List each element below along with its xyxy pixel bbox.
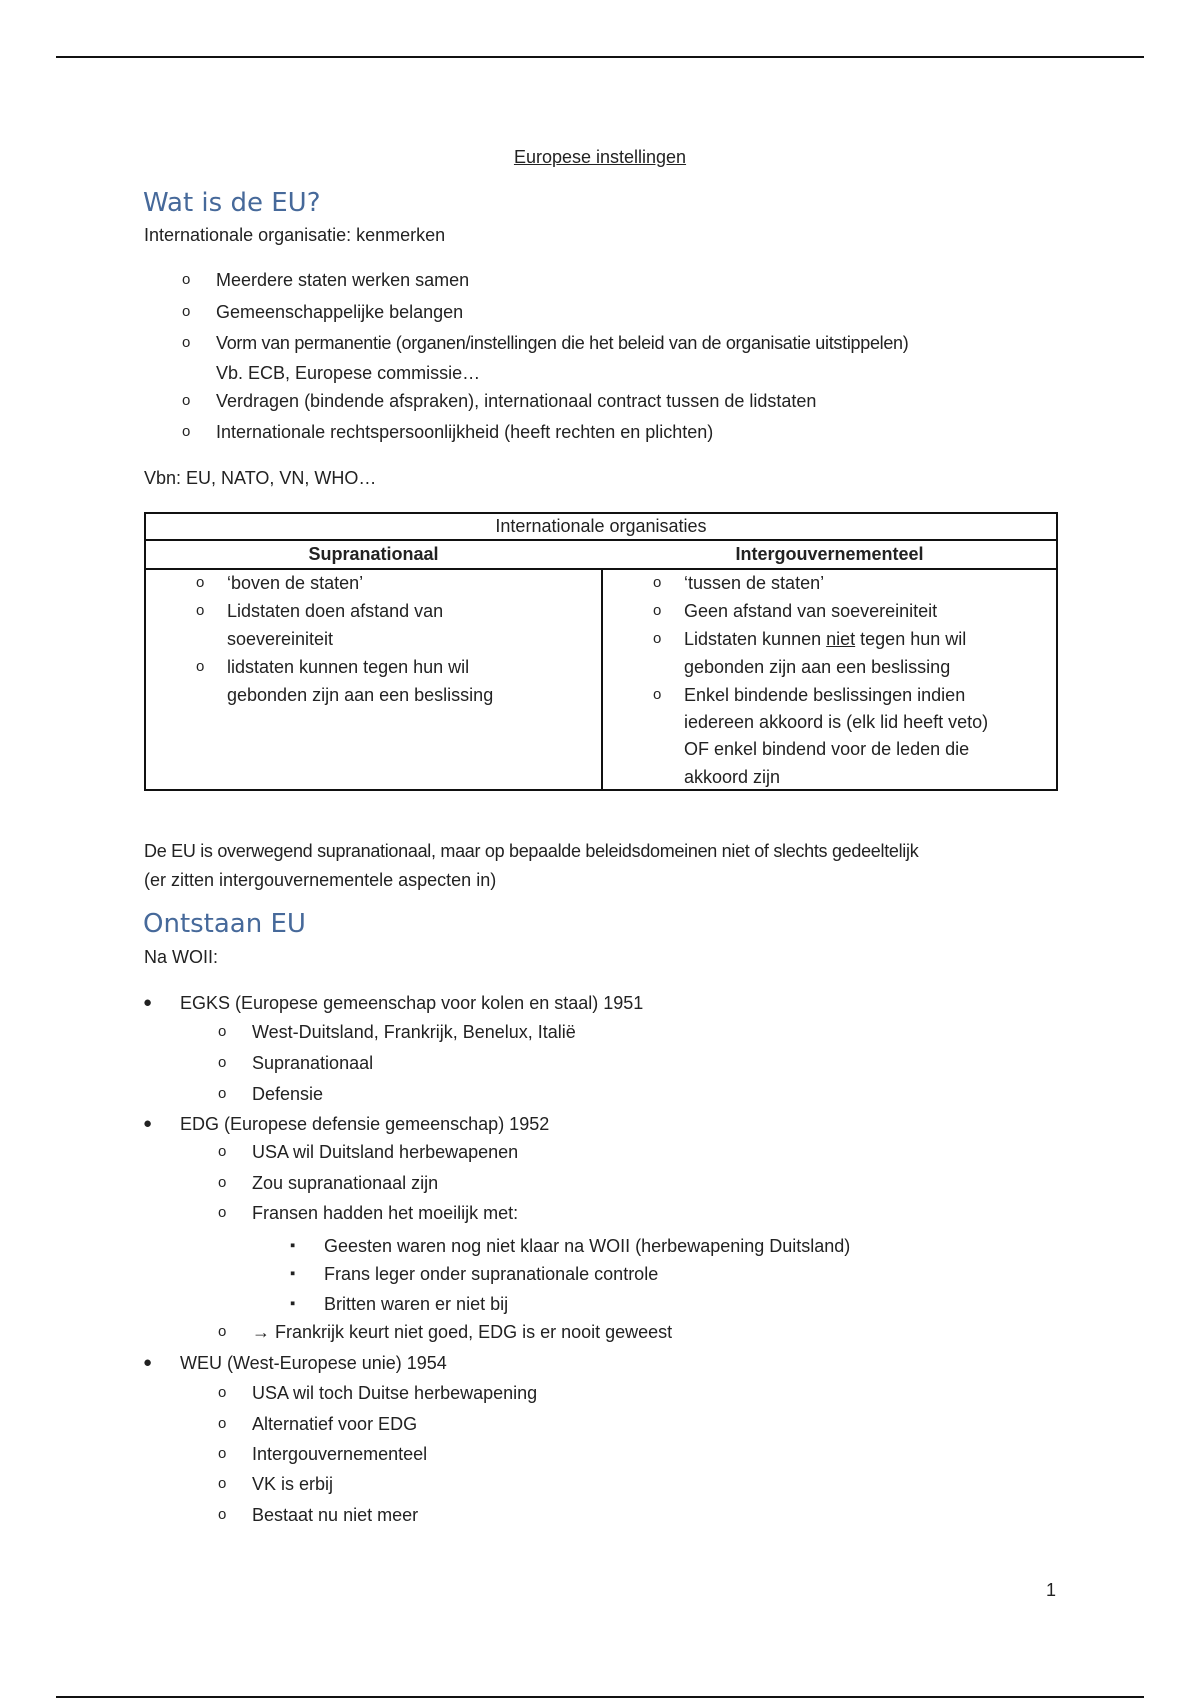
circle-bullet-icon: o: [196, 602, 205, 619]
square-bullet-icon: ▪: [290, 1237, 296, 1254]
cell-line: Geen afstand van soevereiniteit: [684, 601, 938, 621]
list-item-egks: EGKS (Europese gemeenschap voor kolen en staal) 1951: [180, 993, 644, 1013]
document-title: [0, 145, 1200, 169]
list-item: Supranationaal: [252, 1053, 374, 1073]
cell-line: iedereen akkoord is (elk lid heeft veto): [684, 712, 989, 732]
list-item: → Frankrijk keurt niet goed, EDG is er nooit geweest: [252, 1322, 673, 1342]
circle-bullet-icon: o: [218, 1384, 227, 1401]
bullet-icon: ●: [143, 1354, 153, 1371]
table-header-intergovernmental: Intergouvernementeel: [735, 544, 924, 564]
list-item: Geesten waren nog niet klaar na WOII (herbewapening Duitsland): [324, 1236, 851, 1256]
circle-bullet-icon: o: [182, 423, 191, 440]
intro-text: Internationale organisatie: kenmerken: [144, 225, 446, 245]
list-item: Alternatief voor EDG: [252, 1414, 418, 1434]
header-rule: [56, 56, 1144, 58]
paragraph-line: De EU is overwegend supranationaal, maar op bepaalde beleidsdomeinen niet of slechts gedeeltelijk: [144, 841, 919, 861]
circle-bullet-icon: o: [218, 1475, 227, 1492]
circle-bullet-icon: o: [218, 1054, 227, 1071]
cell-line: soevereiniteit: [227, 629, 334, 649]
cell-line: ‘boven de staten’: [227, 573, 364, 593]
bullet-icon: ●: [143, 994, 153, 1011]
list-item: USA wil Duitsland herbewapenen: [252, 1142, 519, 1162]
circle-bullet-icon: o: [653, 630, 662, 647]
list-item: Fransen hadden het moeilijk met:: [252, 1203, 519, 1223]
circle-bullet-icon: o: [218, 1445, 227, 1462]
list-item: Internationale rechtspersoonlijkheid (heeft rechten en plichten): [216, 422, 714, 442]
heading-ontstaan-eu: Ontstaan EU: [143, 909, 306, 939]
circle-bullet-icon: o: [218, 1415, 227, 1432]
cell-line: akkoord zijn: [684, 767, 781, 787]
circle-bullet-icon: o: [196, 574, 205, 591]
circle-bullet-icon: o: [218, 1023, 227, 1040]
list-item: Vorm van permanentie (organen/instellingen die het beleid van de organisatie uitstippelen): [216, 333, 909, 353]
list-item: Zou supranationaal zijn: [252, 1173, 439, 1193]
list-item: Gemeenschappelijke belangen: [216, 302, 464, 322]
list-item: West-Duitsland, Frankrijk, Benelux, Italië: [252, 1022, 576, 1042]
circle-bullet-icon: o: [653, 686, 662, 703]
list-item: Verdragen (bindende afspraken), internationaal contract tussen de lidstaten: [216, 391, 817, 411]
title-text: Europese instellingen: [513, 147, 687, 167]
list-item: Frans leger onder supranationale controle: [324, 1264, 659, 1284]
circle-bullet-icon: o: [653, 602, 662, 619]
list-item-edg: EDG (Europese defensie gemeenschap) 1952: [180, 1114, 550, 1134]
examples-text: Vbn: EU, NATO, VN, WHO…: [144, 468, 377, 488]
bullet-icon: ●: [143, 1115, 153, 1132]
intro-text: Na WOII:: [144, 947, 219, 967]
cell-line: gebonden zijn aan een beslissing: [684, 657, 951, 677]
cell-line: gebonden zijn aan een beslissing: [227, 685, 494, 705]
paragraph-line: (er zitten intergouvernementele aspecten in): [144, 870, 497, 890]
list-item: Defensie: [252, 1084, 324, 1104]
circle-bullet-icon: o: [653, 574, 662, 591]
footer-rule: [56, 1696, 1144, 1698]
circle-bullet-icon: o: [218, 1506, 227, 1523]
list-item: Bestaat nu niet meer: [252, 1505, 419, 1525]
circle-bullet-icon: o: [182, 392, 191, 409]
page-number: 1: [1046, 1580, 1057, 1600]
list-item: Britten waren er niet bij: [324, 1294, 509, 1314]
circle-bullet-icon: o: [182, 271, 191, 288]
table-header-supranational: Supranationaal: [308, 544, 439, 564]
underlined-text: niet: [826, 629, 856, 649]
list-item-weu: WEU (West-Europese unie) 1954: [180, 1353, 447, 1373]
list-item: Intergouvernementeel: [252, 1444, 428, 1464]
list-item: USA wil toch Duitse herbewapening: [252, 1383, 538, 1403]
circle-bullet-icon: o: [218, 1085, 227, 1102]
square-bullet-icon: ▪: [290, 1295, 296, 1312]
cell-line: ‘tussen de staten’: [684, 573, 825, 593]
table-caption: Internationale organisaties: [495, 516, 707, 536]
text: tegen hun wil: [855, 629, 967, 649]
list-item: Meerdere staten werken samen: [216, 270, 470, 290]
circle-bullet-icon: o: [218, 1323, 227, 1340]
table-divider: [146, 539, 1056, 541]
organisations-table: [144, 512, 1058, 791]
column-divider: [601, 568, 603, 789]
cell-line: lidstaten kunnen tegen hun wil: [227, 657, 470, 677]
circle-bullet-icon: o: [218, 1204, 227, 1221]
circle-bullet-icon: o: [218, 1143, 227, 1160]
text: Lidstaten kunnen: [684, 629, 827, 649]
cell-line: [684, 627, 966, 651]
circle-bullet-icon: o: [218, 1174, 227, 1191]
heading-wat-is-de-eu: Wat is de EU?: [143, 188, 321, 218]
cell-line: OF enkel bindend voor de leden die: [684, 739, 970, 759]
cell-line: Lidstaten doen afstand van: [227, 601, 444, 621]
circle-bullet-icon: o: [182, 334, 191, 351]
list-item-continuation: Vb. ECB, Europese commissie…: [216, 363, 481, 383]
cell-line: Enkel bindende beslissingen indien: [684, 685, 966, 705]
circle-bullet-icon: o: [196, 658, 205, 675]
list-item: VK is erbij: [252, 1474, 334, 1494]
square-bullet-icon: ▪: [290, 1265, 296, 1282]
circle-bullet-icon: o: [182, 303, 191, 320]
